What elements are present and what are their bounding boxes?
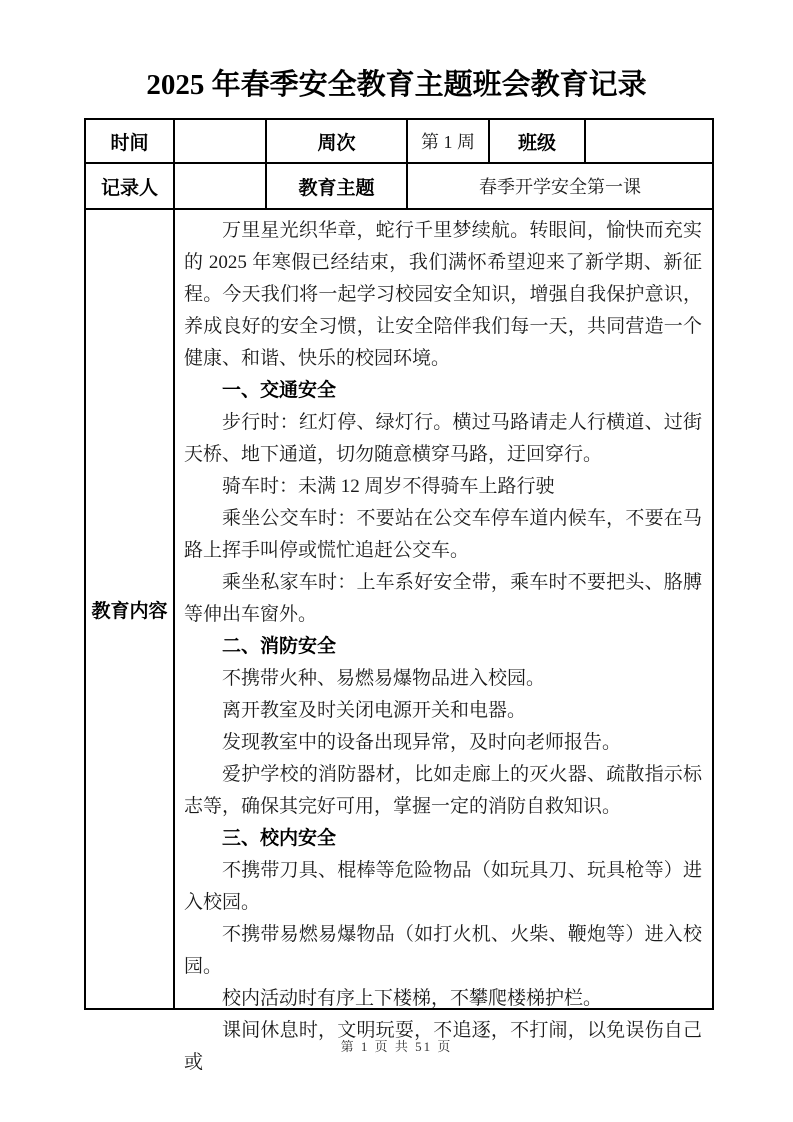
content-paragraph: 课间休息时，文明玩耍，不追逐，不打闹，以免误伤自己或 (184, 1020, 702, 1073)
week-label-cell: 周次 (266, 119, 407, 163)
section-heading: 二、消防安全 (222, 636, 337, 657)
page-number-footer: 第 1 页 共 51 页 (340, 1039, 453, 1054)
content-paragraph: 爱护学校的消防器材，比如走廊上的灭火器、疏散指示标志等，确保其完好可用，掌握一定的消防自救知识。 (184, 764, 702, 817)
content-paragraph: 不携带易燃易爆物品（如打火机、火柴、鞭炮等）进入校园。 (184, 924, 702, 977)
recorder-value-cell (174, 163, 266, 209)
section-heading: 一、交通安全 (222, 380, 337, 401)
document-title: 2025 年春季安全教育主题班会教育记录 (146, 69, 647, 101)
class-value-cell (585, 119, 713, 163)
recorder-label-cell: 记录人 (85, 163, 174, 209)
content-paragraph: 万里星光织华章，蛇行千里梦续航。转眼间，愉快而充实的 2025 年寒假已经结束，我们满怀希望迎来了新学期、新征程。今天我们将一起学习校园安全知识，增强自我保护意识，养成良好的安全习惯，让安全陪伴我们每一天，共同营造一个健康、和谐、快乐的校园环境。 (184, 220, 702, 369)
content-paragraph: 乘坐私家车时：上车系好安全带，乘车时不要把头、胳膊等伸出车窗外。 (184, 572, 702, 625)
class-label-cell: 班级 (489, 119, 585, 163)
content-paragraph: 发现教室中的设备出现异常，及时向老师报告。 (222, 732, 622, 753)
content-paragraph: 不携带刀具、棍棒等危险物品（如玩具刀、玩具枪等）进入校园。 (184, 860, 702, 913)
time-label-cell: 时间 (85, 119, 174, 163)
topic-value-cell: 春季开学安全第一课 (407, 163, 713, 209)
content-paragraph: 离开教室及时关闭电源开关和电器。 (222, 700, 527, 721)
time-value-cell (174, 119, 266, 163)
table-row (85, 209, 713, 1009)
section-heading: 三、校内安全 (222, 828, 337, 849)
table-row (85, 119, 713, 163)
topic-label-cell: 教育主题 (266, 163, 407, 209)
education-content-label-cell: 教育内容 (85, 209, 174, 1009)
table-row (85, 163, 713, 209)
content-paragraph: 不携带火种、易燃易爆物品进入校园。 (222, 668, 546, 689)
content-paragraph: 步行时：红灯停、绿灯行。横过马路请走人行横道、过街天桥、地下通道，切勿随意横穿马路，迂回穿行。 (184, 412, 702, 465)
content-paragraph: 校内活动时有序上下楼梯，不攀爬楼梯护栏。 (222, 988, 603, 1009)
content-paragraph: 乘坐公交车时：不要站在公交车停车道内候车，不要在马路上挥手叫停或慌忙追赶公交车。 (184, 508, 702, 561)
week-value-cell: 第 1 周 (407, 119, 489, 163)
content-paragraph: 骑车时：未满 12 周岁不得骑车上路行驶 (222, 476, 555, 497)
